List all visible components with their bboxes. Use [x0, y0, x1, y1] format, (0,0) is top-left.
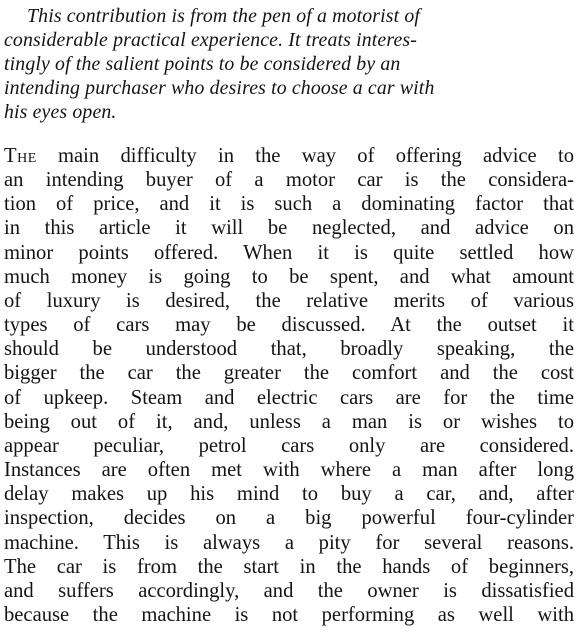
article-line: and suffers accordingly, and the owner is dissatisfied — [4, 579, 574, 602]
article-line: should be understood that, broadly speaking, the — [4, 338, 574, 361]
article-line: because the machine is not performing as well with — [4, 603, 574, 626]
article-first-line — [4, 144, 574, 168]
article-line: bigger the car the greater the comfort and the cost — [4, 362, 574, 385]
article-line: much money is going to be spent, and what amount — [4, 265, 574, 288]
article-line: of luxury is desired, the relative merits of various — [4, 289, 574, 312]
article-line: The car is from the start in the hands of beginners, — [4, 555, 574, 578]
intro-paragraph — [4, 4, 572, 124]
article-line: in this article it will be neglected, and advice on — [4, 217, 574, 240]
article-line: tion of price, and it is such a dominating factor that — [4, 193, 574, 216]
article-line: of upkeep. Steam and electric cars are for the time — [4, 386, 574, 409]
first-line-rest: main difficulty in the way of offering advice to — [36, 145, 574, 167]
intro-line: intending purchaser who desires to choose a car with — [4, 77, 435, 99]
intro-line: This contribution is from the pen of a motorist of — [27, 5, 421, 27]
article-line: being out of it, and, unless a man is or wishes to — [4, 410, 574, 433]
article-line: appear peculiar, petrol cars only are considered. — [4, 434, 574, 457]
article-line: an intending buyer of a motor car is the considera- — [4, 169, 574, 192]
article-line: Instances are often met with where a man after long — [4, 459, 574, 482]
article-line: delay makes up his mind to buy a car, and, after — [4, 483, 574, 506]
lead-word: The — [4, 145, 37, 167]
article-line: types of cars may be discussed. At the outset it — [4, 314, 574, 337]
article-line: inspection, decides on a big powerful four-cylinder — [4, 507, 574, 530]
intro-line: his eyes open. — [4, 101, 117, 123]
article-line: machine. This is always a pity for several reasons. — [4, 531, 574, 554]
intro-line: considerable practical experience. It treats interes- — [4, 29, 417, 51]
intro-line: tingly of the salient points to be considered by an — [4, 53, 401, 75]
article-line: minor points offered. When it is quite settled how — [4, 241, 574, 264]
article-body — [4, 144, 574, 627]
